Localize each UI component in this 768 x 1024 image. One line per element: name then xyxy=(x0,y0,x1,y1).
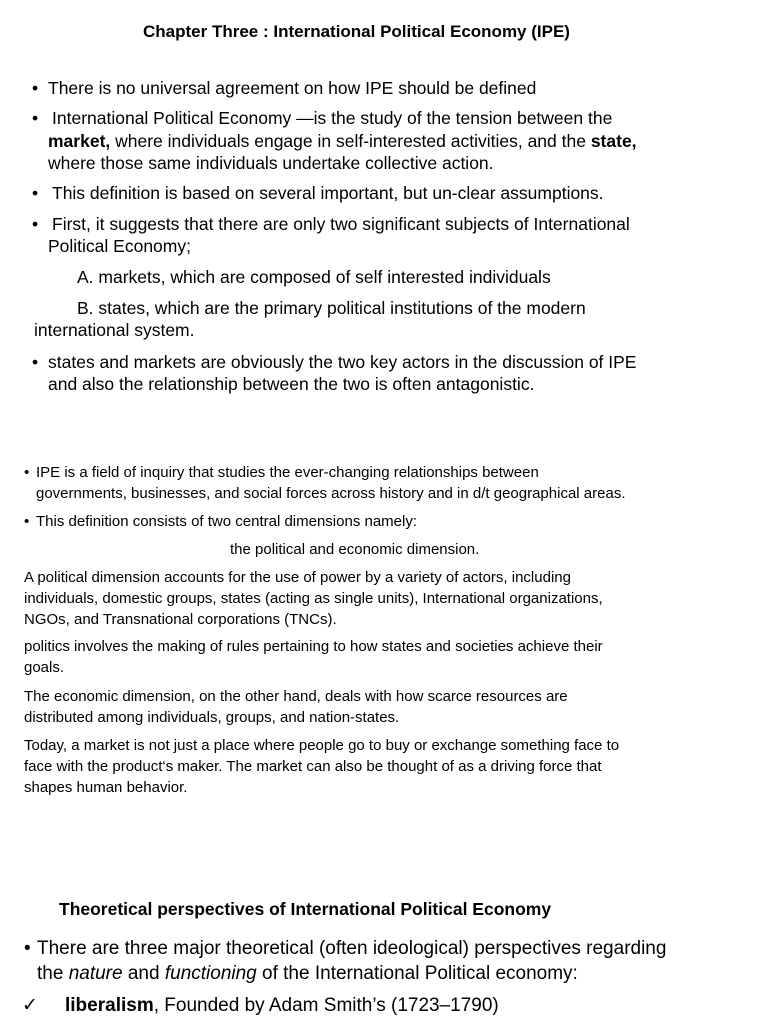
bullet-icon: • xyxy=(32,108,39,128)
bullet-icon: • xyxy=(24,513,30,530)
paragraph-line: A political dimension accounts for the use of power by a variety of actors, including xyxy=(24,569,571,586)
sub-item-b-line2: international system. xyxy=(34,320,195,340)
paragraph-line: distributed among individuals, groups, and nation-states. xyxy=(24,709,400,726)
bullet-icon: • xyxy=(32,352,39,372)
bullet-text: states and markets are obviously the two key actors in the discussion of IPE xyxy=(48,352,637,372)
emphasis-liberalism: liberalism xyxy=(65,995,154,1016)
bullet-text: There is no universal agreement on how IPE should be defined xyxy=(48,78,537,98)
bullet-text-line xyxy=(37,962,578,985)
sub-item-b: B. states, which are the primary political institutions of the modern xyxy=(77,298,586,318)
paragraph-line: The economic dimension, on the other hand, deals with how scarce resources are xyxy=(24,688,568,705)
text-span: of the International Political economy: xyxy=(256,963,578,984)
text-span: the xyxy=(37,963,69,984)
bullet-text-line: where those same individuals undertake collective action. xyxy=(48,153,494,173)
bullet-icon: • xyxy=(32,78,39,98)
bullet-text: This definition is based on several important, but un-clear assumptions. xyxy=(52,183,604,203)
bullet-text: IPE is a field of inquiry that studies the ever-changing relationships between xyxy=(36,464,539,481)
text-span: , Founded by Adam Smith’s (1723–1790) xyxy=(153,995,499,1016)
text-span: where individuals engage in self-interested activities, and the xyxy=(110,131,591,151)
bullet-text-line: governments, businesses, and social forces across history and in d/t geographical areas. xyxy=(36,485,626,502)
paragraph-line: Today, a market is not just a place where people go to buy or exchange something face to xyxy=(24,737,620,754)
paragraph-line: shapes human behavior. xyxy=(24,779,188,796)
emphasis-state: state, xyxy=(590,131,637,151)
centered-line: the political and economic dimension. xyxy=(230,541,480,558)
paragraph-line: face with the product‘s maker. The market can also be thought of as a driving force that xyxy=(24,758,602,775)
chapter-title: Chapter Three : International Political Economy (IPE) xyxy=(143,22,570,41)
bullet-text: First, it suggests that there are only two significant subjects of International xyxy=(52,214,630,234)
section-title: Theoretical perspectives of International Political Economy xyxy=(59,899,552,919)
paragraph-line: individuals, domestic groups, states (acting as single units), International organizations, xyxy=(24,590,603,607)
bullet-text: International Political Economy —is the study of the tension between the xyxy=(52,108,613,128)
paragraph-line: NGOs, and Transnational corporations (TNCs). xyxy=(24,611,337,628)
paragraph-line: goals. xyxy=(24,659,65,676)
bullet-text: This definition consists of two central dimensions namely: xyxy=(36,513,418,530)
paragraph-line: politics involves the making of rules pertaining to how states and societies achieve their xyxy=(24,638,603,655)
checklist-item xyxy=(65,994,499,1017)
bullet-text: There are three major theoretical (often ideological) perspectives regarding xyxy=(37,938,667,959)
bullet-icon: • xyxy=(32,183,39,203)
text-span: and xyxy=(122,963,165,984)
emphasis-market: market, xyxy=(48,131,111,151)
bullet-icon: • xyxy=(32,214,39,234)
bullet-text-line: and also the relationship between the two is often antagonistic. xyxy=(48,374,535,394)
emphasis-nature: nature xyxy=(68,963,123,984)
sub-item-a: A. markets, which are composed of self interested individuals xyxy=(77,267,551,287)
bullet-text-line: Political Economy; xyxy=(48,236,191,256)
emphasis-functioning: functioning xyxy=(164,963,257,984)
bullet-icon: • xyxy=(24,938,31,959)
bullet-text-line xyxy=(48,131,637,152)
check-icon: ✓ xyxy=(22,995,38,1016)
bullet-icon: • xyxy=(24,464,30,481)
